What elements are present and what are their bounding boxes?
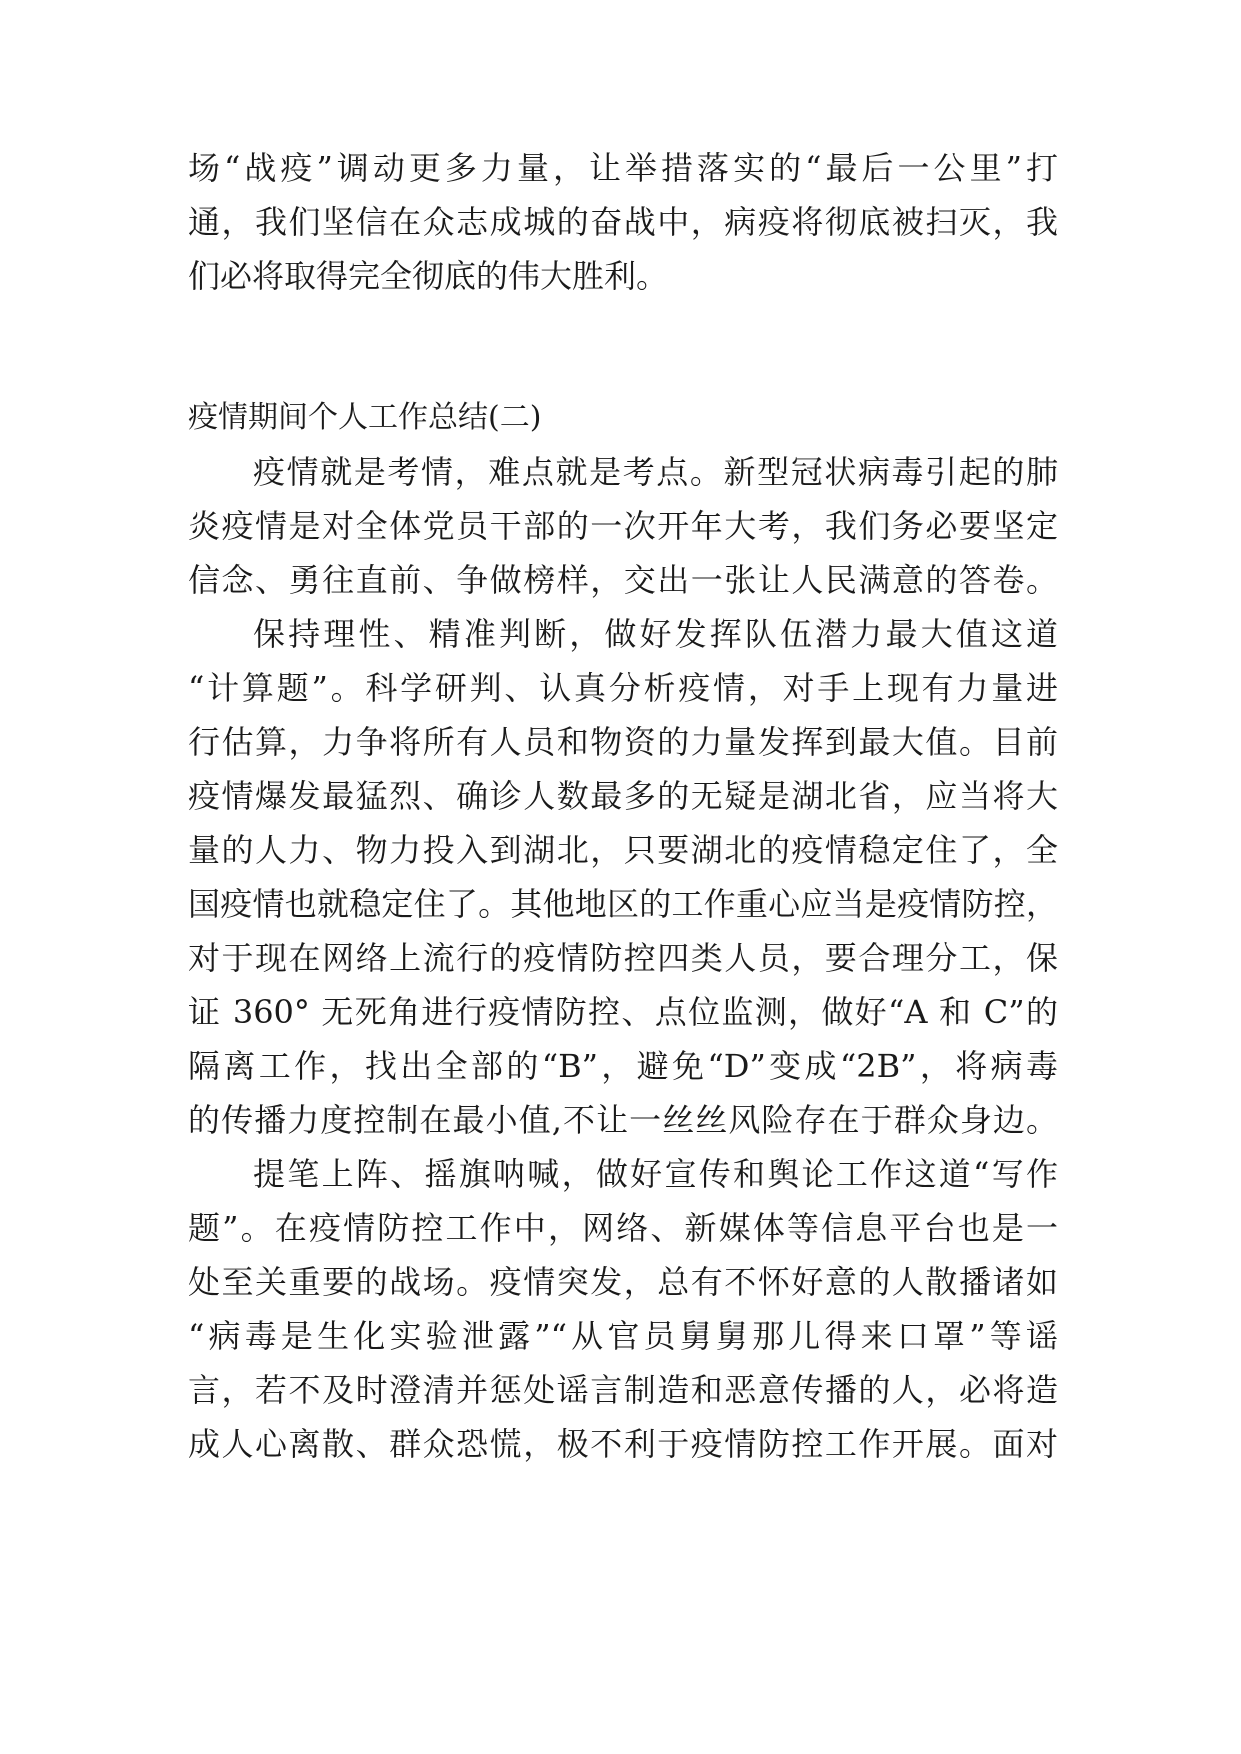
- text-line: 保持理性、精准判断，做好发挥队伍潜力最大值这道: [253, 615, 1058, 653]
- text-line: 提笔上阵、摇旗呐喊，做好宣传和舆论工作这道“写作: [253, 1155, 1058, 1193]
- text-line: 隔离工作，找出全部的“B”，避免“D”变成“2B”，将病毒: [188, 1047, 1058, 1085]
- text-line: “计算题”。科学研判、认真分析疫情，对手上现有力量进: [188, 669, 1058, 707]
- text-line: 处至关重要的战场。疫情突发，总有不怀好意的人散播诸如: [188, 1263, 1058, 1301]
- text-line: 国疫情也就稳定住了。其他地区的工作重心应当是疫情防控，: [188, 885, 1058, 923]
- text-line: “病毒是生化实验泄露”“从官员舅舅那儿得来口罩”等谣: [188, 1317, 1058, 1355]
- text-line: 信念、勇往直前、争做榜样，交出一张让人民满意的答卷。: [188, 561, 1058, 599]
- text-line: 对于现在网络上流行的疫情防控四类人员，要合理分工，保: [188, 939, 1058, 977]
- section-title: 疫情期间个人工作总结(二): [188, 400, 542, 435]
- text-line: 言，若不及时澄清并惩处谣言制造和恶意传播的人，必将造: [188, 1371, 1058, 1409]
- text-line: 证 360° 无死角进行疫情防控、点位监测，做好“A 和 C”的: [188, 993, 1058, 1031]
- text-line: 通，我们坚信在众志成城的奋战中，病疫将彻底被扫灭，我: [188, 203, 1058, 241]
- text-line: 题”。在疫情防控工作中，网络、新媒体等信息平台也是一: [188, 1209, 1058, 1247]
- text-line: 成人心离散、群众恐慌，极不利于疫情防控工作开展。面对: [188, 1425, 1058, 1463]
- text-line: 疫情就是考情，难点就是考点。新型冠状病毒引起的肺: [253, 453, 1058, 491]
- text-line: 行估算，力争将所有人员和物资的力量发挥到最大值。目前: [188, 723, 1058, 761]
- text-line: 场“战疫”调动更多力量，让举措落实的“最后一公里”打: [188, 149, 1058, 187]
- text-line: 的传播力度控制在最小值,不让一丝丝风险存在于群众身边。: [188, 1101, 1058, 1139]
- text-line: 量的人力、物力投入到湖北，只要湖北的疫情稳定住了，全: [188, 831, 1058, 869]
- text-line: 疫情爆发最猛烈、确诊人数最多的无疑是湖北省，应当将大: [188, 777, 1058, 815]
- text-line: 炎疫情是对全体党员干部的一次开年大考，我们务必要坚定: [188, 507, 1058, 545]
- text-line: 们必将取得完全彻底的伟大胜利。: [188, 257, 669, 295]
